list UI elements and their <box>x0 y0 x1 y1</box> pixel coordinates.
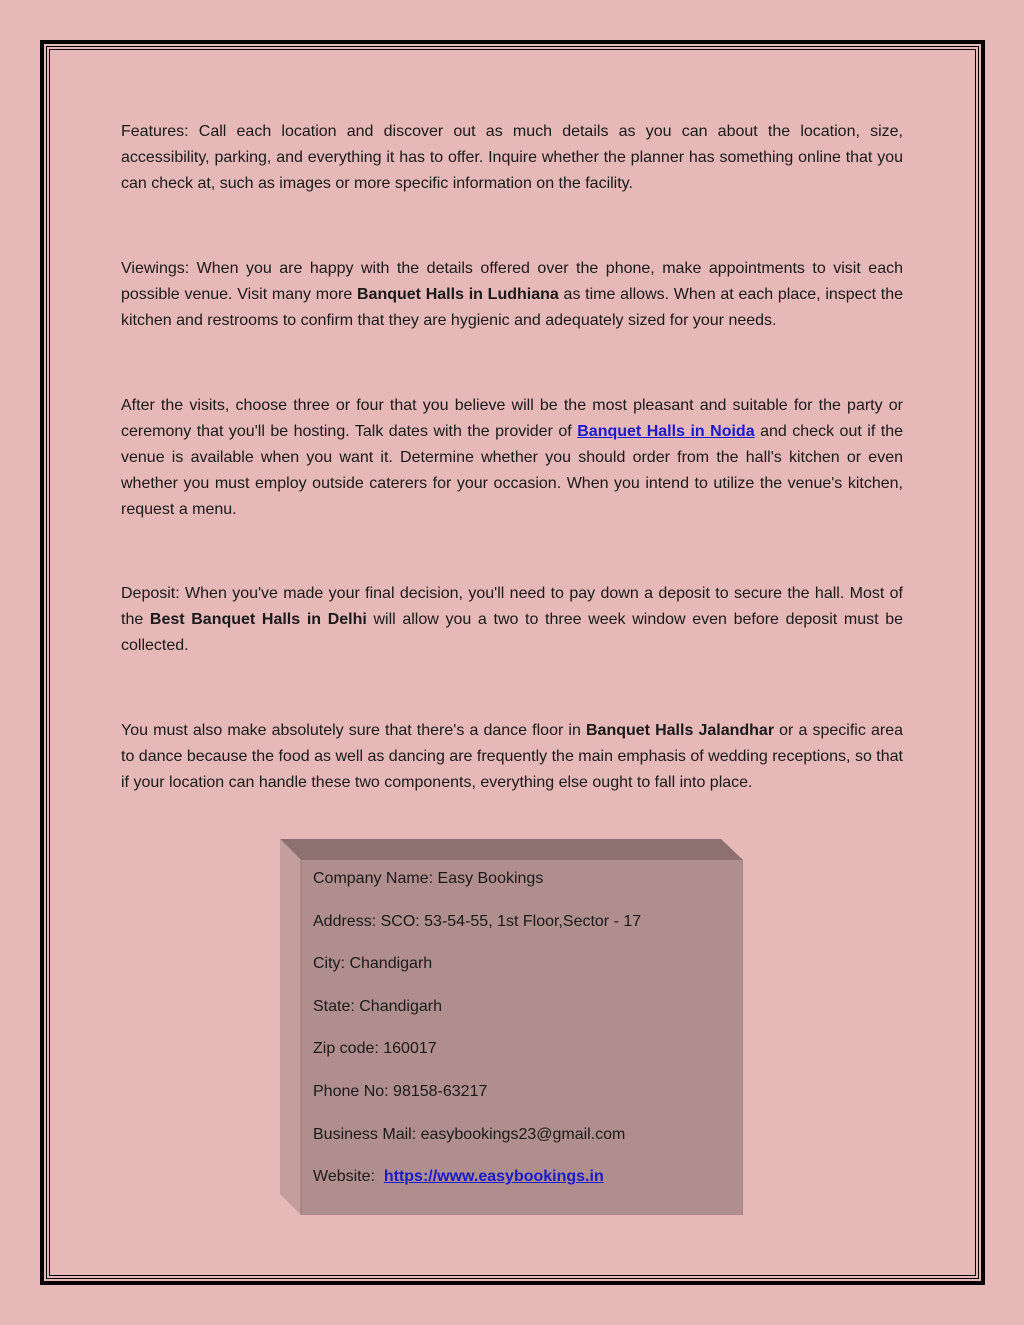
address: Address: SCO: 53-54-55, 1st Floor,Sector - 17 <box>313 912 642 930</box>
deposit-text: Deposit: When you've made your final decision, you'll need to pay down a deposit to secure the hall. Most of the <box>121 585 903 628</box>
paragraph-after-visits <box>121 393 903 523</box>
viewings-text: Viewings: When you are happy with the details offered over the phone, make appointments to visit each possible venue. Visit many more <box>121 260 903 303</box>
state: State: Chandigarh <box>313 997 442 1015</box>
company-name: Company Name: Easy Bookings <box>313 870 544 887</box>
after-text-end: and check out if the venue is available when you want it. Determine whether you should order from the hall's kitchen or even whether you must employ outside caterers for your occasion. When you intend to utilize the venue's kitchen, request a menu. <box>121 423 904 518</box>
city: City: Chandigarh <box>313 955 433 973</box>
deposit-text-end: will allow you a two to three week window even before deposit must be collected. <box>121 611 903 654</box>
paragraph-dance-floor <box>121 718 903 796</box>
website-link[interactable]: https://www.easybookings.in <box>383 1168 604 1186</box>
link-banquet-halls-noida[interactable]: Banquet Halls in Noida <box>577 423 755 440</box>
phone-number: Phone No: 98158-63217 <box>313 1082 488 1100</box>
features-text: Features: Call each location and discover out as much details as you can about the location, size, accessibility, parking, and everything it has to offer. Inquire whether the planner has something online that you can check at, such as images or more specific information on the facility. <box>121 123 903 192</box>
keyword-delhi: Best Banquet Halls in Delhi <box>149 611 367 628</box>
paragraph-deposit <box>121 581 903 659</box>
dance-text: You must also make absolutely sure that there's a dance floor in <box>121 722 586 739</box>
after-text: After the visits, choose three or four that you believe will be the most pleasant and suitable for the party or ceremony that you'll be hosting. Talk dates with the provider of <box>121 397 903 440</box>
keyword-ludhiana: Banquet Halls in Ludhiana <box>356 286 559 303</box>
dance-text-end: or a specific area to dance because the food as well as dancing are frequently the main emphasis of wedding receptions, so that if your location can handle these two components, everything else ought to fall into place. <box>121 722 904 791</box>
paragraph-features <box>121 119 903 197</box>
business-mail: Business Mail: easybookings23@gmail.com <box>313 1125 626 1143</box>
website-label: Website: <box>313 1168 384 1186</box>
contact-details <box>313 866 733 1207</box>
keyword-jalandhar: Banquet Halls Jalandhar <box>585 722 775 739</box>
zip-code: Zip code: 160017 <box>313 1040 437 1058</box>
paragraph-viewings <box>121 256 903 334</box>
viewings-text-end: as time allows. When at each place, inspect the kitchen and restrooms to confirm that they are hygienic and adequately sized for your needs. <box>121 286 904 329</box>
website-row <box>313 1164 733 1207</box>
box-top-bevel <box>280 839 743 860</box>
box-left-bevel <box>280 839 301 1215</box>
